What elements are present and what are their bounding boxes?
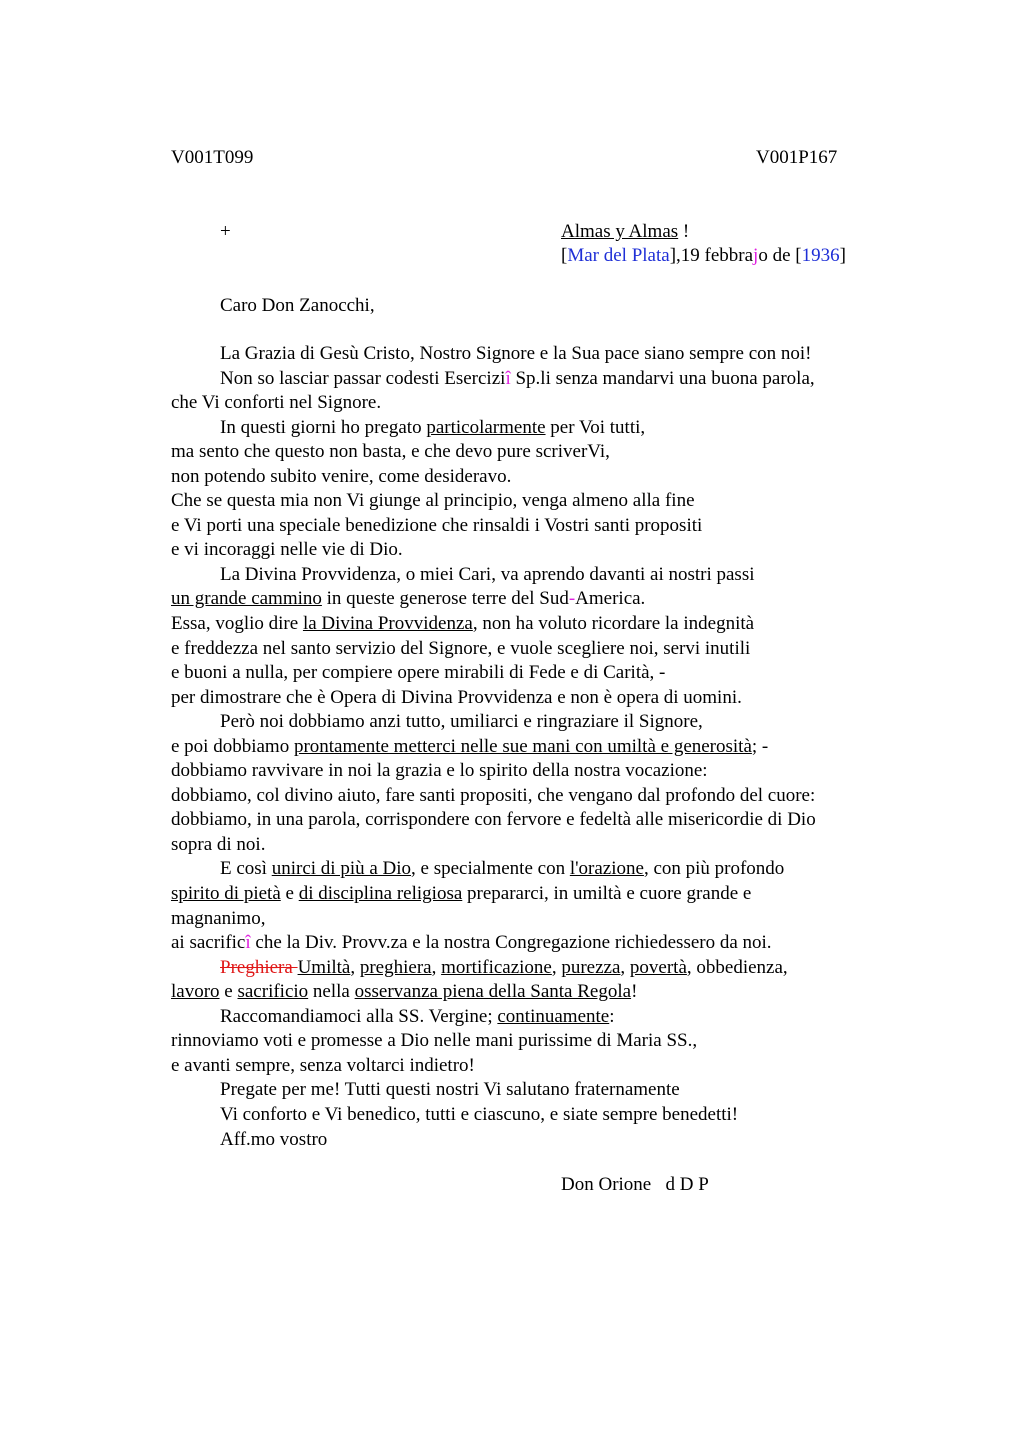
letter-line [171, 612, 891, 637]
letter-body [171, 342, 891, 1152]
letter-text-segment: La Grazia di Gesù Cristo, Nostro Signore e la Sua pace siano sempre con noi! [220, 343, 812, 364]
letter-line [171, 1103, 891, 1128]
salutation: Caro Don Zanocchi, [220, 295, 375, 316]
letter-line [171, 637, 891, 662]
letter-line [171, 1005, 891, 1030]
letter-text-segment: ai sacrific [171, 932, 246, 954]
letter-text-segment: Raccomandiamoci alla SS. Vergine; [220, 1005, 498, 1027]
letter-line [171, 391, 891, 416]
letter-text-segment: Pregate per me! Tutti questi nostri Vi salutano fraternamente [220, 1079, 680, 1101]
letter-text-segment: e [219, 981, 238, 1003]
letter-text-segment: dobbiamo ravvivare in noi la grazia e lo spirito della nostra vocazione: [171, 760, 708, 782]
letter-line [171, 465, 891, 490]
letter-line [171, 1078, 891, 1103]
date-text-b: o de [758, 245, 796, 266]
letter-line [171, 1128, 891, 1153]
letter-text-segment: e Vi porti una speciale benedizione che rinsaldi i Vostri santi propositi [171, 514, 703, 536]
letter-text-segment: dobbiamo, in una parola, corrispondere con fervore e fedeltà alle misericordie di Dio [171, 809, 816, 831]
year: 1936 [801, 245, 840, 266]
letter-line [171, 342, 891, 367]
letter-text-segment: Che se questa mia non Vi giunge al principio, venga almeno alla fine [171, 490, 695, 512]
letter-text-segment: Umiltà [297, 956, 351, 978]
page-id-right: V001P167 [756, 147, 838, 168]
letter-text-segment: e freddezza nel santo servizio del Signore, e vuole scegliere noi, servi inutili [171, 637, 751, 659]
letter-text-segment: sacrificio [237, 981, 309, 1003]
letter-line [171, 416, 891, 441]
cross-mark: + [220, 221, 231, 242]
letter-line [171, 710, 891, 735]
letter-text-segment: America. [575, 588, 646, 610]
letter-line [171, 587, 891, 612]
place-name: Mar del Plata [567, 245, 670, 266]
letter-text-segment: , obbedienza, [686, 956, 788, 978]
letter-line [171, 1029, 891, 1054]
letter-text-segment: In questi giorni ho pregato [220, 416, 427, 438]
letter-line [171, 833, 891, 858]
letter-text-segment: Però noi dobbiamo anzi tutto, umiliarci e ringraziare il Signore, [220, 711, 703, 733]
letter-text-segment: ! [631, 981, 638, 1003]
letter-text-segment: E così [220, 858, 272, 880]
letter-text-segment: per dimostrare che è Opera di Divina Provvidenza e non è opera di uomini. [171, 686, 742, 708]
letter-text-segment: magnanimo, [171, 907, 266, 929]
letter-text-segment: nella [308, 981, 355, 1003]
letter-text-segment: non potendo subito venire, come desideravo. [171, 465, 512, 487]
letter-line [171, 735, 891, 760]
letter-line [171, 882, 891, 907]
motto: Almas y Almas [561, 221, 679, 242]
letter-text-segment: preghiera [359, 956, 432, 978]
letter-text-segment: ma sento che questo non basta, e che devo pure scriverVi, [171, 441, 610, 463]
place-date-line: [Mar del Plata],19 febbrajo de [1936] [561, 245, 846, 266]
letter-text-segment: dobbiamo, col divino aiuto, fare santi propositi, che vengano dal profondo del cuore: [171, 784, 816, 806]
letter-line [171, 931, 891, 956]
date-text-a: ,19 febbra [676, 245, 754, 266]
letter-line [171, 784, 891, 809]
letter-text-segment: Sp.li senza mandarvi una buona parola, [510, 367, 815, 389]
letter-text-segment: Aff.mo vostro [220, 1128, 328, 1150]
letter-text-segment: particolarmente [426, 416, 546, 438]
letter-line [171, 538, 891, 563]
letter-text-segment: , [350, 956, 360, 978]
letter-text-segment: prepararci, in umiltà e cuore grande e [462, 883, 752, 905]
letter-text-segment: , [551, 956, 562, 978]
letter-line [171, 808, 891, 833]
letter-line [171, 686, 891, 711]
letter-text-segment: ; - [751, 735, 769, 757]
letter-text-segment: Essa, voglio dire [171, 613, 303, 635]
letter-text-segment: mortificazione [441, 956, 552, 978]
document-id-left: V001T099 [171, 147, 254, 168]
letter-text-segment: î [245, 932, 251, 954]
letter-text-segment: rinnoviamo voti e promesse a Dio nelle mani purissime di Maria SS., [171, 1030, 698, 1052]
letter-line [171, 661, 891, 686]
letter-text-segment: î [505, 367, 511, 389]
letter-line [171, 489, 891, 514]
letter-text-segment: Vi conforto e Vi benedico, tutti e ciascuno, e siate sempre benedetti! [220, 1103, 739, 1125]
letter-text-segment: lavoro [171, 981, 220, 1003]
letter-text-segment: che Vi conforti nel Signore. [171, 392, 382, 414]
letter-text-segment: e buoni a nulla, per compiere opere mirabili di Fede e di Carità, - [171, 662, 666, 684]
letter-text-segment: in queste generose terre del Sud [321, 588, 569, 610]
letter-text-segment: unirci di più a Dio [271, 858, 412, 880]
letter-text-segment: povertà [629, 956, 687, 978]
letter-text-segment: l'orazione [569, 858, 644, 880]
letter-line [171, 514, 891, 539]
letter-line [171, 857, 891, 882]
letter-line [171, 907, 891, 932]
letter-text-segment: , [620, 956, 630, 978]
letter-text-segment: , [431, 956, 442, 978]
letter-line [171, 563, 891, 588]
letter-text-segment: per Voi tutti, [545, 416, 646, 438]
letter-text-segment: osservanza piena della Santa Regola [354, 981, 632, 1003]
letter-line [171, 980, 891, 1005]
letter-text-segment: un grande cammino [171, 588, 322, 610]
letter-text-segment: Non so lasciar passar codesti Esercizi [220, 367, 506, 389]
letter-text-segment: la Divina Provvidenza [302, 613, 473, 635]
letter-text-segment: sopra di noi. [171, 833, 266, 855]
letter-text-segment: , non ha voluto ricordare la indegnità [472, 613, 755, 635]
letter-text-segment: che la Div. Provv.za e la nostra Congregazione richiedessero da noi. [250, 932, 772, 954]
motto-line [561, 220, 689, 244]
letter-text-segment: : [609, 1005, 615, 1027]
letter-text-segment: Preghiera [220, 956, 298, 978]
date-correction-j: j [753, 245, 759, 266]
letter-line [171, 759, 891, 784]
letter-text-segment: purezza [561, 956, 621, 978]
letter-line [171, 1054, 891, 1079]
letter-text-segment: e vi incoraggi nelle vie di Dio. [171, 539, 403, 561]
letter-text-segment: e poi dobbiamo [171, 735, 294, 757]
letter-line [171, 367, 891, 392]
letter-text-segment: e [280, 883, 299, 905]
letter-text-segment: , e specialmente con [411, 858, 570, 880]
letter-line [171, 956, 891, 981]
letter-text-segment: spirito di pietà [171, 883, 281, 905]
letter-text-segment: prontamente metterci nelle sue mani con umiltà e generosità [293, 735, 752, 757]
motto-exclamation: ! [678, 221, 690, 242]
letter-text-segment: di disciplina religiosa [298, 883, 463, 905]
letter-text-segment: e avanti sempre, senza voltarci indietro! [171, 1054, 475, 1076]
letter-text-segment: - [568, 588, 576, 610]
signature: Don Orione d D P [561, 1174, 709, 1195]
letter-text-segment: continuamente [497, 1005, 610, 1027]
letter-text-segment: La Divina Provvidenza, o miei Cari, va aprendo davanti ai nostri passi [220, 563, 755, 585]
letter-text-segment: , con più profondo [643, 858, 785, 880]
letter-line [171, 440, 891, 465]
